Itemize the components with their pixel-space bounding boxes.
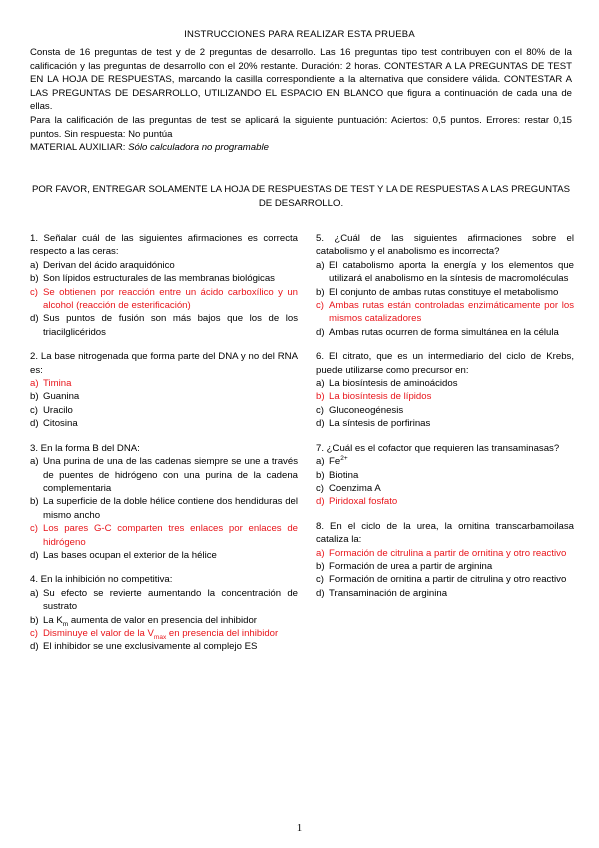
option-letter: d) (30, 549, 39, 561)
option-text: Una purina de una de las cadenas siempre se une a través de puentes de hidrógeno con una purina de la cadena complementaria (43, 456, 298, 494)
option-text: Piridoxal fosfato (329, 496, 398, 508)
option-letter: b) (30, 614, 39, 626)
option-text: El inhibidor se une exclusivamente al complejo ES (43, 641, 258, 653)
option-text: Su efecto se revierte aumentando la concentración de sustrato (43, 587, 298, 613)
option-text: Transaminación de arginina (329, 587, 448, 599)
option-letter: b) (316, 560, 325, 572)
option-text: Las bases ocupan el exterior de la hélice (43, 549, 217, 561)
question-2 (30, 350, 298, 430)
option-letter: b) (30, 391, 39, 403)
option-letter: a) (316, 547, 325, 559)
question-3 (30, 442, 298, 563)
option-b (30, 390, 298, 403)
option-text: Formación de citrulina a partir de ornitina y otro reactivo (329, 547, 567, 559)
option-letter: d) (30, 418, 39, 430)
option-text: Coenzima A (329, 482, 381, 494)
option-letter: b) (316, 286, 325, 298)
option-text (43, 614, 298, 627)
option-a (316, 455, 574, 468)
option-letter: b) (316, 391, 325, 403)
question-stem: 7. ¿Cuál es el cofactor que requieren las transaminasas? (316, 442, 560, 454)
question-stem: 5. ¿Cuál de las siguientes afirmaciones sobre el catabolismo y el anabolismo es incorrecta? (316, 233, 574, 258)
option-c (316, 482, 574, 495)
option-letter: b) (30, 496, 39, 508)
option-text: Se obtienen por reacción entre un ácido carboxílico y un alcohol (reacción de esterificación) (43, 286, 298, 312)
option-letter: a) (30, 378, 39, 390)
option-text: Ambas rutas ocurren de forma simultánea en la célula (329, 326, 559, 338)
option-letter: d) (30, 313, 39, 325)
option-a (30, 455, 298, 495)
option-letter: d) (316, 496, 325, 508)
question-stem: 1. Señalar cuál de las siguientes afirmaciones es correcta respecto a las ceras: (30, 233, 298, 258)
left-column (30, 232, 298, 665)
option-b-correct (316, 390, 574, 403)
material-value: Sólo calculadora no programable (128, 142, 269, 154)
option-letter: a) (30, 456, 39, 468)
option-b (30, 272, 298, 285)
option-c-correct (30, 286, 298, 313)
option-letter: c) (30, 523, 38, 535)
option-a (316, 259, 574, 286)
option-d (316, 417, 574, 430)
option-a (30, 587, 298, 614)
option-letter: c) (30, 286, 38, 298)
option-text: Formación de urea a partir de arginina (329, 560, 493, 572)
option-b (316, 560, 574, 573)
option-a-correct (316, 547, 574, 560)
option-d (30, 312, 298, 339)
question-1 (30, 232, 298, 339)
page-number: 1 (296, 822, 303, 834)
option-text: Los pares G-C comparten tres enlaces por enlaces de hidrógeno (43, 523, 298, 548)
option-letter: c) (316, 300, 324, 312)
option-text: El conjunto de ambas rutas constituye el metabolismo (329, 286, 559, 298)
option-d (316, 587, 574, 600)
text-part: Fe (329, 456, 341, 468)
option-d (30, 549, 298, 562)
option-b (316, 469, 574, 482)
option-text (329, 455, 574, 468)
option-text: Sus puntos de fusión son más bajos que los de los triacilglicéridos (43, 313, 298, 338)
question-7 (316, 442, 574, 509)
option-text: Citosina (43, 418, 78, 430)
subscript: m (62, 620, 69, 628)
option-c-correct (30, 627, 298, 640)
right-column (316, 232, 574, 611)
option-letter: b) (316, 469, 325, 481)
option-letter: c) (30, 404, 38, 416)
material-line (30, 141, 572, 155)
question-stem: 8. En el ciclo de la urea, la ornitina transcarbamoilasa cataliza la: (316, 520, 574, 546)
option-letter: c) (316, 482, 324, 494)
subscript: max (153, 633, 167, 641)
question-stem: 6. El citrato, que es un intermediario del ciclo de Krebs, puede utilizarse como precursor en: (316, 351, 574, 376)
option-text: El catabolismo aporta la energía y los elementos que utilizará el anabolismo en la síntesis de macromoléculas (329, 259, 574, 285)
option-letter: d) (316, 587, 325, 599)
option-b (30, 495, 298, 522)
option-d (316, 326, 574, 339)
option-c (316, 404, 574, 417)
option-c (316, 573, 574, 586)
option-letter: b) (30, 273, 39, 285)
option-letter: a) (316, 259, 325, 271)
question-4 (30, 573, 298, 653)
option-text: La superficie de la doble hélice contiene dos hendiduras del mismo ancho (43, 496, 298, 521)
option-letter: d) (316, 326, 325, 338)
instructions-paragraph: Consta de 16 preguntas de test y de 2 preguntas de desarrollo. Las 16 preguntas tipo test contribuyen con el 80% de la calificación y las preguntas de desarrollo con el 20% restante. Duración: 2 horas. CONTESTAR A LA PREGUNTAS DE TEST EN LA HOJA DE RESPUESTAS, marcando la casilla correspondiente a la alternativa que considere válida. CONTESTAR A LAS PREGUNTAS DE DESARROLLO, UTILIZANDO EL ESPACIO EN BLANCO que figura a continuación de cada una de ellas. (30, 47, 572, 113)
text-part: La K (43, 614, 63, 626)
option-text: La síntesis de porfirinas (329, 418, 431, 430)
option-letter: c) (316, 404, 324, 416)
instructions (30, 46, 572, 155)
option-text: Formación de ornitina a partir de citrulina y otro reactivo (329, 574, 567, 586)
text-part: en presencia del inhibidor (166, 627, 279, 639)
text-part: aumenta de valor en presencia del inhibidor (68, 614, 257, 626)
option-text: Timina (43, 378, 72, 390)
option-letter: c) (316, 574, 324, 586)
option-text (43, 627, 298, 640)
option-b (316, 286, 574, 299)
superscript: 2+ (340, 454, 348, 462)
option-letter: a) (316, 456, 325, 468)
option-text: Derivan del ácido araquidónico (43, 259, 175, 271)
option-c-correct (316, 299, 574, 326)
option-d (30, 417, 298, 430)
question-stem: 4. En la inhibición no competitiva: (30, 574, 173, 586)
option-text: Biotina (329, 469, 359, 481)
option-c-correct (30, 522, 298, 549)
option-text: La biosíntesis de lípidos (329, 391, 432, 403)
option-c (30, 404, 298, 417)
option-a (30, 259, 298, 272)
question-stem: 2. La base nitrogenada que forma parte del DNA y no del RNA es: (30, 351, 298, 376)
option-d (30, 640, 298, 653)
material-label: MATERIAL AUXILIAR: (30, 142, 129, 154)
option-text: Son lípidos estructurales de las membranas biológicas (43, 273, 275, 285)
option-d-correct (316, 495, 574, 508)
text-part: Disminuye el valor de la V (43, 627, 154, 639)
option-letter: d) (316, 418, 325, 430)
scoring-paragraph: Para la calificación de las preguntas de test se aplicará la siguiente puntuación: Aciertos: 0,5 puntos. Errores: restar 0,15 puntos. Sin respuesta: No puntúa (30, 114, 572, 140)
option-letter: a) (316, 378, 325, 390)
option-text: Gluconeogénesis (329, 404, 404, 416)
question-stem: 3. En la forma B del DNA: (30, 442, 140, 454)
option-b (30, 614, 298, 627)
option-text: Ambas rutas están controladas enzimáticamente por los mismos catalizadores (329, 300, 574, 325)
option-a (316, 377, 574, 390)
page-title: INSTRUCCIONES PARA REALIZAR ESTA PRUEBA (184, 29, 415, 40)
question-6 (316, 350, 574, 430)
option-text: Uracilo (43, 404, 73, 416)
question-8 (316, 520, 574, 600)
submission-notice: POR FAVOR, ENTREGAR SOLAMENTE LA HOJA DE RESPUESTAS DE TEST Y LA DE RESPUESTAS A LAS PREGUNTAS DE DESARROLLO. (31, 184, 571, 209)
option-a-correct (30, 377, 298, 390)
option-letter: a) (30, 587, 39, 599)
option-text: Guanina (43, 391, 80, 403)
option-letter: d) (30, 641, 39, 653)
option-letter: a) (30, 259, 39, 271)
option-letter: c) (30, 627, 38, 639)
question-5 (316, 232, 574, 339)
option-text: La biosíntesis de aminoácidos (329, 378, 458, 390)
